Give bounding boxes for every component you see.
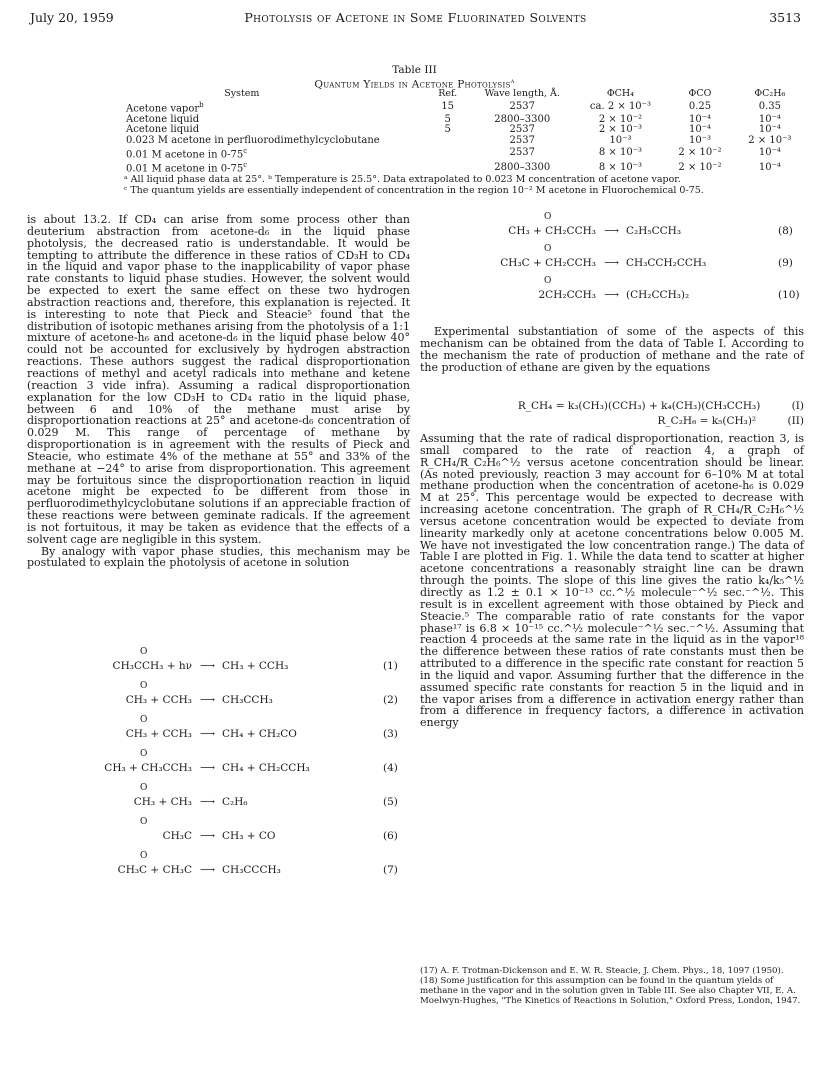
col-header: ΦCO bbox=[688, 88, 712, 99]
table-row bbox=[124, 160, 804, 175]
left-column bbox=[27, 214, 410, 569]
table-cell: Acetone liquid bbox=[126, 113, 200, 125]
carbonyl-mark: O bbox=[140, 783, 148, 793]
table-header-row bbox=[124, 89, 804, 100]
footnotes bbox=[420, 966, 804, 1006]
table-cell: 2 × 10⁻² bbox=[678, 146, 722, 158]
table-cell: 0.35 bbox=[758, 101, 781, 113]
carbonyl-mark: O bbox=[544, 244, 552, 254]
table-cell: 2800–3300 bbox=[494, 161, 551, 173]
reaction-lhs: 2CH₂CCH₃ bbox=[538, 289, 596, 301]
reaction-rhs: CH₃CCCH₃ bbox=[222, 864, 281, 876]
reaction-lhs: CH₃C + CH₂CCH₃ bbox=[500, 257, 596, 269]
paragraph: By analogy with vapor phase studies, this mechanism may be postulated to explain the photolysis of acetone in solution bbox=[27, 544, 410, 570]
equation-number: (I) bbox=[791, 400, 804, 412]
table-cell bbox=[428, 160, 468, 175]
table-number: Table III bbox=[392, 64, 437, 76]
reaction-number: (7) bbox=[383, 864, 398, 876]
table-cell: 2 × 10⁻² bbox=[598, 113, 642, 125]
reaction-lhs: CH₃ + CCH₃ bbox=[125, 694, 192, 706]
reaction-arrow-icon: ⟶ bbox=[200, 864, 216, 876]
reaction-number: (6) bbox=[383, 830, 398, 842]
reaction-number: (3) bbox=[383, 728, 398, 740]
equation-number: (II) bbox=[787, 415, 804, 427]
reaction-lhs: CH₃ + CH₃ bbox=[133, 796, 192, 808]
paragraph: is about 13.2. If CD₄ can arise from some process other than deuterium abstraction from acetone-d₆ in the liquid phase photolysis, the decreased ratio is understandable. It would be tempting to attribute the difference in these ratios of CD₃H to CD₄ in the liquid and vapor phase to the inapplicability of vapor phase rate constants to liquid phase studies. However, the solvent would be expected to exert the same effect on these two hydrogen abstraction reactions and, therefore, this explanation is rejected. It is interesting to note that Pieck and Steacie⁵ found that the distribution of isotopic methanes arising from the photolysis of a 1:1 mixture of acetone-h₆ and acetone-d₆ in the liquid phase below 40° could not be accounted for exclusively by hydrogen abstraction reactions. These authors suggest the radical disproportionation reactions of methyl and acetyl radicals into methane and ketene (reaction 3 vide infra). Assuming a radical disproportionation explanation for the low CD₃H to CD₄ ratio in the liquid phase, between 6 and 10% of the methane must arise by disproportionation reactions at 25° and acetone-d₆ concentration of 0.029 M. This range of percentage of methane by disproportionation is in agreement with the results of Pieck and Steacie, who estimate 4% of the methane at 55° and 33% of the methane at −24° to arise from disproportionation. This agreement may be fortuitous since the disproportionation reaction in liquid acetone might be expected to be different from those in perfluorodimethylcyclobutane solutions if an appreciable fraction of these reactions were between geminate radicals. If the agreement is not fortuitous, it may be taken as evidence that the effects of a solvent cage are negligible in this system. bbox=[27, 213, 410, 546]
table-row bbox=[124, 125, 804, 135]
col-header: System bbox=[224, 88, 260, 99]
reaction-number: (10) bbox=[778, 289, 800, 301]
page-number: 3513 bbox=[769, 10, 801, 25]
reaction-arrow-icon: ⟶ bbox=[200, 762, 216, 774]
running-header bbox=[30, 10, 801, 30]
reaction-lhs: CH₃ + CH₃CCH₃ bbox=[104, 762, 192, 774]
reaction-arrow-icon: ⟶ bbox=[200, 796, 216, 808]
right-column bbox=[420, 326, 804, 373]
table-cell: 10⁻³ bbox=[609, 134, 632, 146]
reaction-arrow-icon: ⟶ bbox=[604, 225, 620, 237]
rate-equation-2 bbox=[440, 415, 804, 427]
footnote-17: (17) A. F. Trotman-Dickenson and E. W. R. Steacie, J. Chem. Phys., 18, 1097 (1950). bbox=[420, 966, 784, 976]
reaction-arrow-icon: ⟶ bbox=[200, 728, 216, 740]
table-cell: 10⁻⁴ bbox=[758, 146, 781, 158]
paragraph: Assuming that the rate of radical disproportionation, reaction 3, is small compared to the rate of reaction 4, a graph of R_CH₄/R_C₂H₆^½ versus acetone concentration should be linear. (As noted previously, reaction 3 may account for 6–10% M at total methane production when the concentration of acetone-h₆ is 0.029 M at 25°. This percentage would be expected to decrease with increasing acetone concentration. The graph of R_CH₄/R_C₂H₆^½ versus acetone concentration would be expected to deviate from linearity markedly only at acetone concentrations below 0.005 M. We have not investigated the low concentration range.) The data of Table I are plotted in Fig. 1. While the data tend to scatter at higher acetone concentrations a reasonably straight line can be drawn through the points. The slope of this line gives the ratio k₄/k₅^½ directly as 1.2 ± 0.1 × 10⁻¹³ cc.^½ molecule⁻^½ sec.⁻^½. This result is in excellent agreement with those obtained by Pieck and Steacie.⁵ The comparable ratio of rate constants for the vapor phase¹⁷ is 6.8 × 10⁻¹⁵ cc.^½ molecule⁻^½ sec.⁻^½. Assuming that reaction 4 proceeds at the same rate in the liquid as in the vapor¹⁸ the difference between these ratios of rate constants must then be attributed to a difference in the specific rate constant for reaction 5 in the liquid and vapor. Assuming further that the difference in the assumed specific rate constants for reaction 5 in the liquid and in the vapor arises from a difference in activation energy rather than from a difference in frequency factors, a difference in activation energy bbox=[420, 432, 804, 730]
reaction-rhs: CH₄ + CH₂CO bbox=[222, 728, 297, 740]
table-cell: 10⁻⁴ bbox=[758, 124, 781, 136]
table-cell: Acetone vapor$^b$ bbox=[126, 101, 204, 115]
table-cell: 2537 bbox=[509, 146, 535, 158]
carbonyl-mark: O bbox=[140, 749, 148, 759]
col-header: ΦCH₄ bbox=[606, 88, 635, 99]
table-cell: 10⁻⁴ bbox=[758, 161, 781, 173]
col-header: Wave length, Å. bbox=[484, 88, 560, 99]
table-cell: 10⁻³ bbox=[688, 134, 711, 146]
carbonyl-mark: O bbox=[544, 276, 552, 286]
reaction-rhs: C₂H₅CCH₃ bbox=[626, 225, 682, 237]
reaction-number: (2) bbox=[383, 694, 398, 706]
table-cell: 10⁻⁴ bbox=[688, 113, 711, 125]
table-row bbox=[124, 136, 804, 146]
table-cell: 0.01 M acetone in 0-75$^c$ bbox=[126, 161, 248, 175]
table-cell bbox=[428, 136, 468, 146]
reaction-rhs: CH₃CCH₃ bbox=[222, 694, 273, 706]
reaction-arrow-icon: ⟶ bbox=[200, 830, 216, 842]
table-row bbox=[124, 100, 804, 115]
table-cell: 10⁻⁴ bbox=[688, 124, 711, 136]
equation-text: R_C₂H₆ = k₅(CH₃)² bbox=[657, 415, 757, 427]
reaction-rhs: CH₃ + CO bbox=[222, 830, 276, 842]
carbonyl-mark: O bbox=[140, 715, 148, 725]
carbonyl-mark: O bbox=[140, 647, 148, 657]
reaction-number: (9) bbox=[778, 257, 793, 269]
table-cell: 8 × 10⁻³ bbox=[598, 146, 642, 158]
table-cell: 2800–3300 bbox=[494, 113, 551, 125]
reaction-lhs: CH₃C bbox=[162, 830, 192, 842]
table-cell: 0.023 M acetone in perfluorodimethylcyclobutane bbox=[126, 134, 380, 146]
footnote-18: (18) Some justification for this assumption can be found in the quantum yields of methane in the vapor and in the solution given in Table III. See also Chapter VII, E. A. Moelwyn-Hughes, "The Kinetics of Reactions in Solution," Oxford Press, London, 1947. bbox=[420, 976, 801, 1006]
table-cell: 2 × 10⁻³ bbox=[748, 134, 792, 146]
table-cell: 2537 bbox=[509, 134, 535, 146]
carbonyl-mark: O bbox=[140, 681, 148, 691]
carbonyl-mark: O bbox=[544, 212, 552, 222]
reaction-number: (8) bbox=[778, 225, 793, 237]
table-cell: Acetone liquid bbox=[126, 124, 200, 136]
carbonyl-mark: O bbox=[140, 817, 148, 827]
table-footnote: ᶜ The quantum yields are essentially independent of concentration in the region 10⁻² M acetone in Fluorochemical 0-75. bbox=[124, 185, 704, 196]
reaction-number: (4) bbox=[383, 762, 398, 774]
table-cell: 0.01 M acetone in 0-75$^c$ bbox=[126, 146, 248, 161]
table-cell: 5 bbox=[444, 113, 451, 125]
reaction-lhs: CH₃ + CCH₃ bbox=[125, 728, 192, 740]
table-cell: 2 × 10⁻² bbox=[678, 161, 722, 173]
rate-equation-1 bbox=[440, 400, 804, 412]
table-cell: 0.25 bbox=[688, 101, 712, 113]
reaction-rhs: CH₄ + CH₂CCH₃ bbox=[222, 762, 310, 774]
reaction-lhs: CH₃CCH₃ + hν bbox=[112, 660, 192, 672]
header-title: Photolysis of Acetone in Some Fluorinated Solvents bbox=[244, 10, 587, 25]
reaction-rhs: CH₃ + CCH₃ bbox=[222, 660, 289, 672]
table-cell: ca. 2 × 10⁻³ bbox=[589, 101, 651, 113]
reaction-number: (5) bbox=[383, 796, 398, 808]
table-cell: 2537 bbox=[509, 101, 535, 113]
quantum-yield-table bbox=[124, 89, 804, 175]
col-header: ΦC₂H₆ bbox=[754, 88, 786, 99]
table-footnote: ᵃ All liquid phase data at 25°. ᵇ Temperature is 25.5°. Data extrapolated to 0.023 M concentration of acetone vapor. bbox=[124, 174, 681, 185]
right-column-cont bbox=[420, 433, 804, 729]
carbonyl-mark: O bbox=[140, 851, 148, 861]
reaction-rhs: C₂H₆ bbox=[222, 796, 248, 808]
table-cell: 10⁻⁴ bbox=[758, 113, 781, 125]
table-cell: 2 × 10⁻³ bbox=[598, 124, 642, 136]
reaction-arrow-icon: ⟶ bbox=[200, 694, 216, 706]
table-cell: 15 bbox=[441, 101, 455, 113]
reaction-rhs: (CH₂CCH₃)₂ bbox=[626, 289, 690, 301]
reaction-rhs: CH₃CCH₂CCH₃ bbox=[626, 257, 707, 269]
reaction-arrow-icon: ⟶ bbox=[604, 289, 620, 301]
table-cell bbox=[428, 146, 468, 161]
paragraph: Experimental substantiation of some of the aspects of this mechanism can be obtained from the data of Table I. According to the mechanism the rate of production of methane and the rate of the production of ethane are given by the equations bbox=[420, 325, 804, 374]
col-header: Ref. bbox=[438, 88, 458, 99]
equation-text: R_CH₄ = k₃(CH₃)(CCH₃) + k₄(CH₃)(CH₃CCH₃) bbox=[517, 400, 761, 412]
header-date: July 20, 1959 bbox=[30, 10, 114, 25]
table-cell: 5 bbox=[444, 124, 451, 136]
reaction-lhs: CH₃C + CH₃C bbox=[117, 864, 192, 876]
reaction-arrow-icon: ⟶ bbox=[604, 257, 620, 269]
table-cell: 8 × 10⁻³ bbox=[598, 161, 642, 173]
table-cell: 2537 bbox=[509, 124, 535, 136]
table-row bbox=[124, 146, 804, 161]
reaction-number: (1) bbox=[383, 660, 398, 672]
reaction-arrow-icon: ⟶ bbox=[200, 660, 216, 672]
table-title: Quantum Yields in Acetone Photolysis$^a$ bbox=[314, 77, 515, 91]
reaction-lhs: CH₃ + CH₂CCH₃ bbox=[508, 225, 596, 237]
